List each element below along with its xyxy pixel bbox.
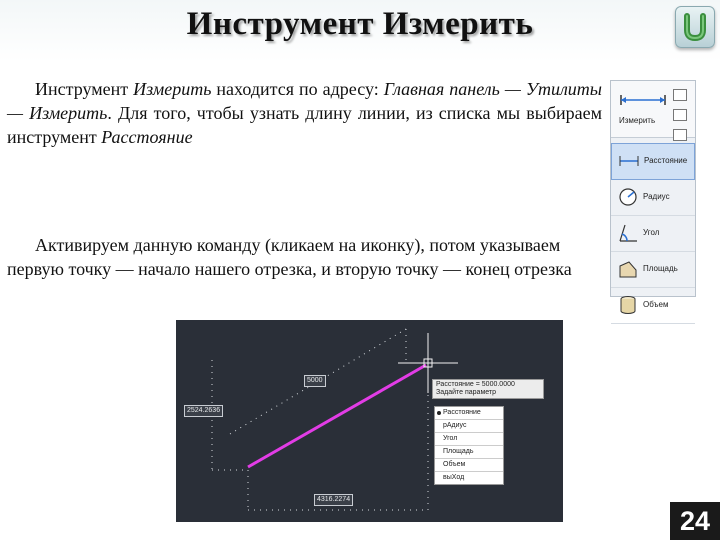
- distance-icon: [618, 150, 640, 172]
- angle-icon: [617, 222, 639, 244]
- menu-item-label: Расстояние: [644, 156, 688, 165]
- tooltip-line-1: Расстояние = 5000.0000: [436, 381, 515, 388]
- p1-menu-path: Главная панель — Утилиты — Измерить: [7, 79, 602, 123]
- paragraph-location: [7, 77, 602, 149]
- return-icon: [680, 12, 710, 42]
- length-label: 5000: [304, 375, 326, 387]
- utility-icons: [673, 89, 689, 149]
- menu-item-label: Угол: [643, 228, 660, 237]
- utility-icon-2[interactable]: [673, 109, 687, 121]
- area-icon: [617, 258, 639, 280]
- menu-item-distance[interactable]: [611, 143, 695, 180]
- measure-button-label: Измерить: [619, 116, 656, 125]
- menu-item-area[interactable]: [611, 252, 695, 288]
- p1-text-3: . Для того, чтобы узнать длину линии, из списка мы выбираем инструмент: [7, 103, 602, 147]
- p2-text: Активируем данную команду (кликаем на иконку), потом указываем первую точку — начало нашего отрезка, и вторую точку — конец отрезка: [7, 235, 572, 279]
- distance-tooltip: [432, 379, 544, 399]
- tooltip-line-2: Задайте параметр: [436, 389, 497, 396]
- coord-left-label: 2524.2636: [184, 405, 223, 417]
- measure-panel: [610, 80, 696, 309]
- p1-text-1: Инструмент: [35, 79, 134, 99]
- option-item[interactable]: Расстояние: [435, 407, 503, 420]
- slide-title: Инструмент Измерить: [186, 6, 534, 42]
- p1-text-2: находится по адресу:: [211, 79, 384, 99]
- p1-distance-tool: Расстояние: [101, 127, 193, 147]
- option-item[interactable]: выХод: [443, 474, 465, 481]
- coord-bottom-label: 4316.2274: [314, 494, 353, 506]
- utility-icon-3[interactable]: [673, 129, 687, 141]
- menu-item-radius[interactable]: [611, 180, 695, 216]
- paragraph-instructions: [7, 233, 602, 281]
- cad-viewport[interactable]: [176, 320, 563, 522]
- radius-icon: [617, 186, 639, 208]
- option-item[interactable]: Площадь: [435, 446, 503, 459]
- menu-item-label: Площадь: [643, 264, 678, 273]
- measure-button-area[interactable]: [611, 81, 695, 138]
- menu-item-label: Радиус: [643, 192, 670, 201]
- cad-drawing: [176, 320, 563, 522]
- menu-item-label: Объем: [643, 300, 669, 309]
- option-item[interactable]: рАдиус: [435, 420, 503, 433]
- measure-ruler-icon: [619, 93, 667, 107]
- menu-item-volume[interactable]: [611, 288, 695, 324]
- option-item[interactable]: Объем: [435, 459, 503, 472]
- option-item[interactable]: Угол: [435, 433, 503, 446]
- menu-item-angle[interactable]: [611, 216, 695, 252]
- command-options-menu: [434, 406, 504, 485]
- utility-icon-1[interactable]: [673, 89, 687, 101]
- page-number: 24: [670, 502, 720, 540]
- measure-dropdown: [611, 143, 695, 324]
- home-button[interactable]: [675, 6, 715, 48]
- measured-line: [248, 365, 426, 467]
- p1-tool-name: Измерить: [133, 79, 212, 99]
- volume-icon: [617, 294, 639, 316]
